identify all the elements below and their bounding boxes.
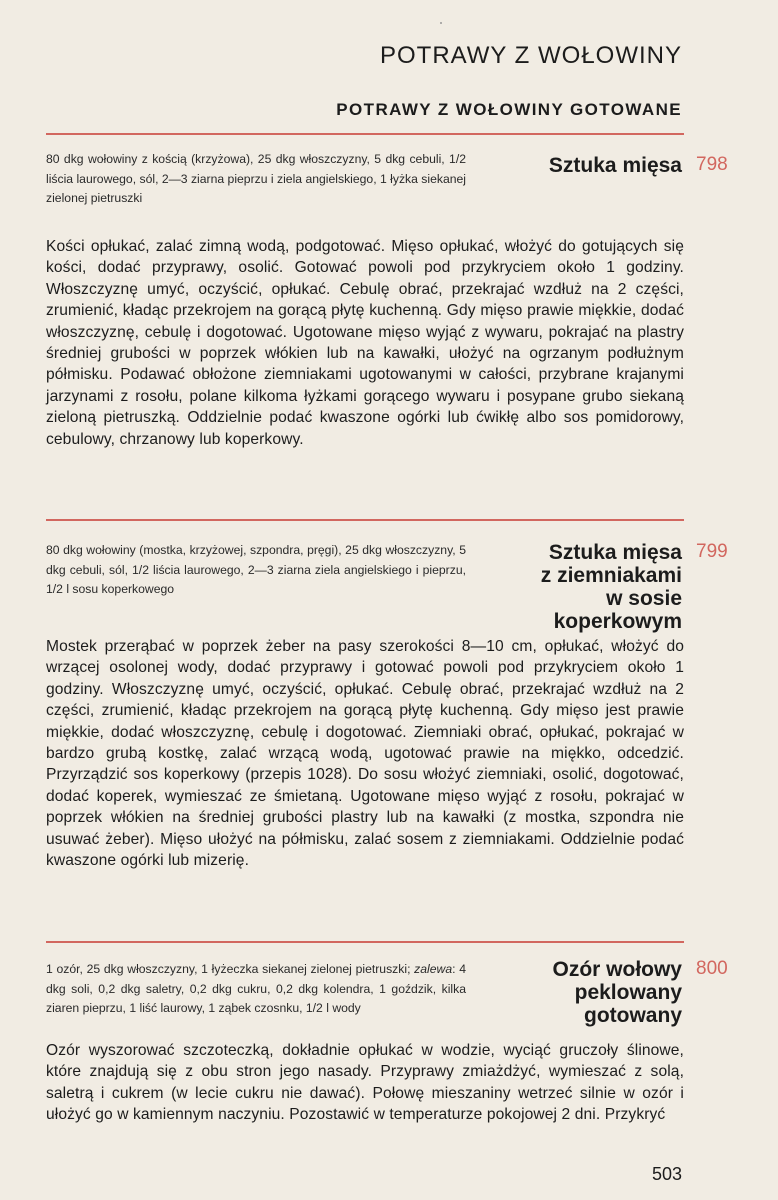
- recipe-divider: [46, 133, 684, 135]
- recipe-798-instructions: Kości opłukać, zalać zimną wodą, podgotować. Mięso opłukać, włożyć do gotujących się kości, dodać przyprawy, osolić. Gotować powoli pod przykryciem około 1 godziny. Włoszczyznę umyć, oczyścić, opłukać. Cebulę obrać, przekrajać wzdłuż na 2 części, zrumienić, kładąc przekrojem na gorącą płytę kuchenną. Gdy mięso prawie miękkie, dodać włoszczyznę, cebulę i dogotować. Ugotowane mięso wyjąć z wywaru, pokrajać na plastry średniej grubości w poprzek włókien lub na kawałki, ułożyć na ogrzanym podłużnym półmisku. Podawać obłożone ziemniakami ugotowanymi w całości, przybrane krajanymi jarzynami z rosołu, polane kilkoma łyżkami gorącego wywaru i posypane grubo siekaną zieloną pietruszką. Oddzielnie podać kwaszone ogórki lub ćwikłę albo sos pomidorowy, cebulowy, chrzanowy lub koperkowy.: [46, 238, 684, 448]
- recipe-799-ingredients: 80 dkg wołowiny (mostka, krzyżowej, szpondra, pręgi), 25 dkg włoszczyzny, 5 dkg cebuli, sól, 1/2 liścia laurowego, 2—3 ziarna ziela angielskiego i pieprzu, 1/2 l sosu koperkowego: [46, 543, 466, 596]
- recipe-799-title: [462, 541, 682, 633]
- recipe-divider: [46, 941, 684, 943]
- section-title: POTRAWY Z WOŁOWINY GOTOWANE: [336, 100, 682, 119]
- page-number: 503: [651, 1164, 682, 1184]
- recipe-799-title-line: koperkowym: [553, 610, 682, 633]
- ingredients-text: 1 ozór, 25 dkg włoszczyzny, 1 łyżeczka siekanej zielonej pietruszki;: [46, 962, 415, 976]
- ingredients-text: : 4 dkg soli, 0,2 dkg saletry, 0,2 dkg cukru, 0,2 dkg kolendra, 1 goździk, kilka ziaren pieprzu, 1 liść laurowy, 1 ząbek czosnku, 1/2 l wody: [46, 962, 466, 1015]
- recipe-800-title: [462, 958, 682, 1027]
- recipe-799-number: 799: [696, 541, 728, 562]
- recipe-799-title-line: Sztuka mięsa: [548, 541, 682, 564]
- recipe-800-title-line: peklowany: [574, 981, 682, 1004]
- recipe-800-title-line: Ozór wołowy: [552, 958, 682, 981]
- recipe-800-instructions: Ozór wyszorować szczoteczką, dokładnie opłukać w wodzie, wyciąć gruczoły ślinowe, które znajdują się z obu stron jego nasady. Przyprawy zmiażdżyć, wymieszać z solą, saletrą i cukrem (w lecie cukru nie dawać). Połowę mieszaniny wetrzeć silnie w ozór i ułożyć go w kamiennym naczyniu. Pozostawić w temperaturze pokojowej 2 dni. Przykryć: [46, 1042, 684, 1124]
- recipe-799-title-line: w sosie: [606, 587, 682, 610]
- recipe-799-instructions: Mostek przerąbać w poprzek żeber na pasy szerokości 8—10 cm, opłukać, włożyć do wrzącej osolonej wody, dodać przyprawy i gotować powoli pod przykryciem około 1 godziny. Włoszczyznę umyć, oczyścić, opłukać. Cebulę obrać, przekrajać wzdłuż na 2 części, zrumienić, kładąc przekrojem na gorącą płytę kuchenną. Gdy mięso jest prawie miękkie, dodać włoszczyznę, cebulę i dogotować. Ziemniaki obrać, opłukać, pokrajać w bardzo grubą kostkę, zalać wrzącą wodą, ugotować prawie na miękko, odcedzić. Przyrządzić sos koperkowy (przepis 1028). Do sosu włożyć ziemniaki, osolić, dogotować, dodać koperek, wymieszać ze śmietaną. Ugotowane mięso wyjąć z rosołu, pokrajać w poprzek włókien na średniej grubości plastry lub na kawałki (z mostka, szpondra nie usuwać żeber). Mięso ułożyć na półmisku, zalać sosem z ziemniakami. Oddzielnie podać kwaszone ogórki lub mizerię.: [46, 638, 684, 870]
- recipe-800-ingredients: [46, 960, 466, 1019]
- recipe-800-number: 800: [696, 958, 728, 979]
- recipe-798-number: 798: [696, 154, 728, 175]
- recipe-divider: [46, 519, 684, 521]
- recipe-800-title-line: gotowany: [584, 1004, 682, 1027]
- recipe-798-title: Sztuka mięsa: [548, 154, 682, 177]
- recipe-798-ingredients: 80 dkg wołowiny z kością (krzyżowa), 25 dkg włoszczyzny, 5 dkg cebuli, 1/2 liścia laurowego, sól, 2—3 ziarna pieprzu i ziela angielskiego, 1 łyżka siekanej zielonej pietruszki: [46, 152, 467, 205]
- print-speck: [440, 22, 442, 24]
- ingredients-italic: zalewa: [414, 962, 453, 976]
- chapter-title: POTRAWY Z WOŁOWINY: [379, 42, 682, 69]
- recipe-799-title-line: z ziemniakami: [540, 564, 682, 587]
